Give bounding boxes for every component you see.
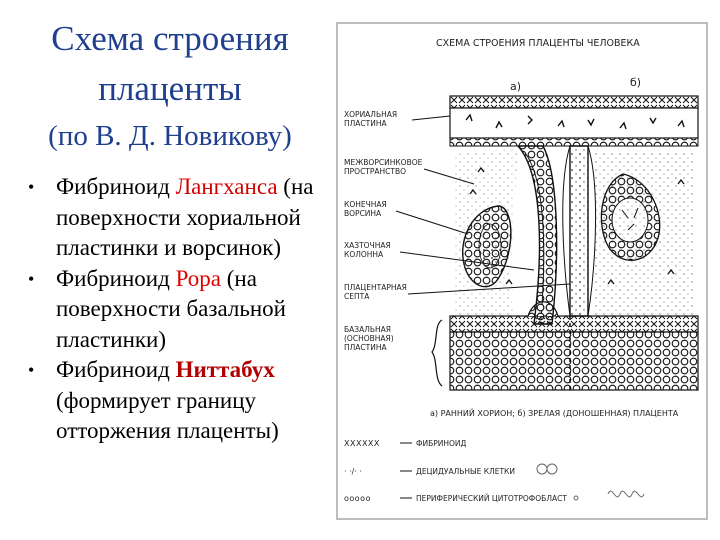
- label-terminal-villus: КОНЕЧНАЯ: [344, 200, 387, 209]
- bullet-dot-icon: •: [28, 268, 35, 289]
- panel-a-label: а): [510, 80, 522, 93]
- label-septum: ПЛАЦЕНТАРНАЯ: [344, 283, 407, 292]
- bullet-text: Фибриноид: [56, 174, 176, 199]
- bullet-text: Фибриноид: [56, 265, 176, 291]
- label-basal: БАЗАЛЬНАЯ: [344, 325, 391, 334]
- label-terminal-villus: ВОРСИНА: [344, 209, 382, 218]
- label-basal: (ОСНОВНАЯ): [344, 334, 394, 343]
- legend-symbol-decidual: · ·/· ·: [344, 467, 362, 476]
- bullet-text: (на поверхности базальной пластинки): [56, 265, 286, 352]
- label-septum: СЕПТА: [344, 292, 370, 301]
- legend-text-decidual: ДЕЦИДУАЛЬНЫЕ КЛЕТКИ: [416, 467, 515, 476]
- chorial-plate: [450, 96, 698, 146]
- title-subtitle: (по В. Д. Новикову): [48, 120, 292, 152]
- label-chorial-plate: ХОРИАЛЬНАЯ: [344, 110, 398, 119]
- label-basal: ПЛАСТИНА: [344, 343, 387, 352]
- figure-legend: [344, 439, 567, 503]
- bullet-highlight: Рора: [175, 265, 221, 291]
- brace-mark: [432, 320, 442, 386]
- bullet-text: (формирует границу отторжения плаценты): [56, 387, 279, 443]
- figure-caption: а) РАННИЙ ХОРИОН; б) ЗРЕЛАЯ (ДОНОШЕННАЯ) ПЛАЦЕНТА: [430, 409, 679, 418]
- bullet-item: [22, 355, 342, 447]
- bullet-item: [22, 172, 342, 264]
- placenta-diagram-figure: [336, 22, 708, 520]
- bullet-dot-icon: •: [28, 177, 35, 197]
- figure-heading: СХЕМА СТРОЕНИЯ ПЛАЦЕНТЫ ЧЕЛОВЕКА: [436, 38, 640, 49]
- bullet-dot-icon: •: [28, 360, 35, 380]
- diagram-labels: [344, 110, 423, 352]
- label-intervillous: МЕЖВОРСИНКОВОЕ: [344, 158, 423, 167]
- legend-symbol-cytotrophoblast: ooooo: [344, 494, 371, 503]
- legend-text-fibrinoid: ФИБРИНОИД: [416, 439, 467, 448]
- label-chorial-plate: ПЛАСТИНА: [344, 119, 387, 128]
- bullet-item: [22, 264, 342, 356]
- legend-text-cytotrophoblast: ПЕРИФЕРИЧЕСКИЙ ЦИТОТРОФОБЛАСТ: [416, 494, 567, 503]
- bullet-text: Фибриноид: [56, 357, 176, 382]
- placental-septum: [563, 146, 596, 316]
- anchoring-column: [518, 146, 557, 324]
- placenta-diagram: [338, 24, 706, 518]
- label-intervillous: ПРОСТРАНСТВО: [344, 167, 407, 176]
- bullet-list: [22, 172, 342, 447]
- bullet-text: (на поверхности хориальной пластинки и ворсинок): [56, 174, 314, 260]
- title-line-2: плаценты: [98, 69, 242, 108]
- slide-title: [0, 14, 340, 156]
- panel-b-label: б): [630, 76, 642, 89]
- legend-symbol-fibrinoid: XXXXXX: [344, 439, 380, 448]
- bullet-highlight: Ниттабух: [175, 357, 275, 382]
- bullet-highlight: Лангханса: [175, 174, 278, 199]
- title-line-1: Схема строения: [51, 19, 289, 58]
- label-anchoring: ХАЗТОЧНАЯ: [344, 241, 391, 250]
- label-anchoring: КОЛОННА: [344, 250, 384, 259]
